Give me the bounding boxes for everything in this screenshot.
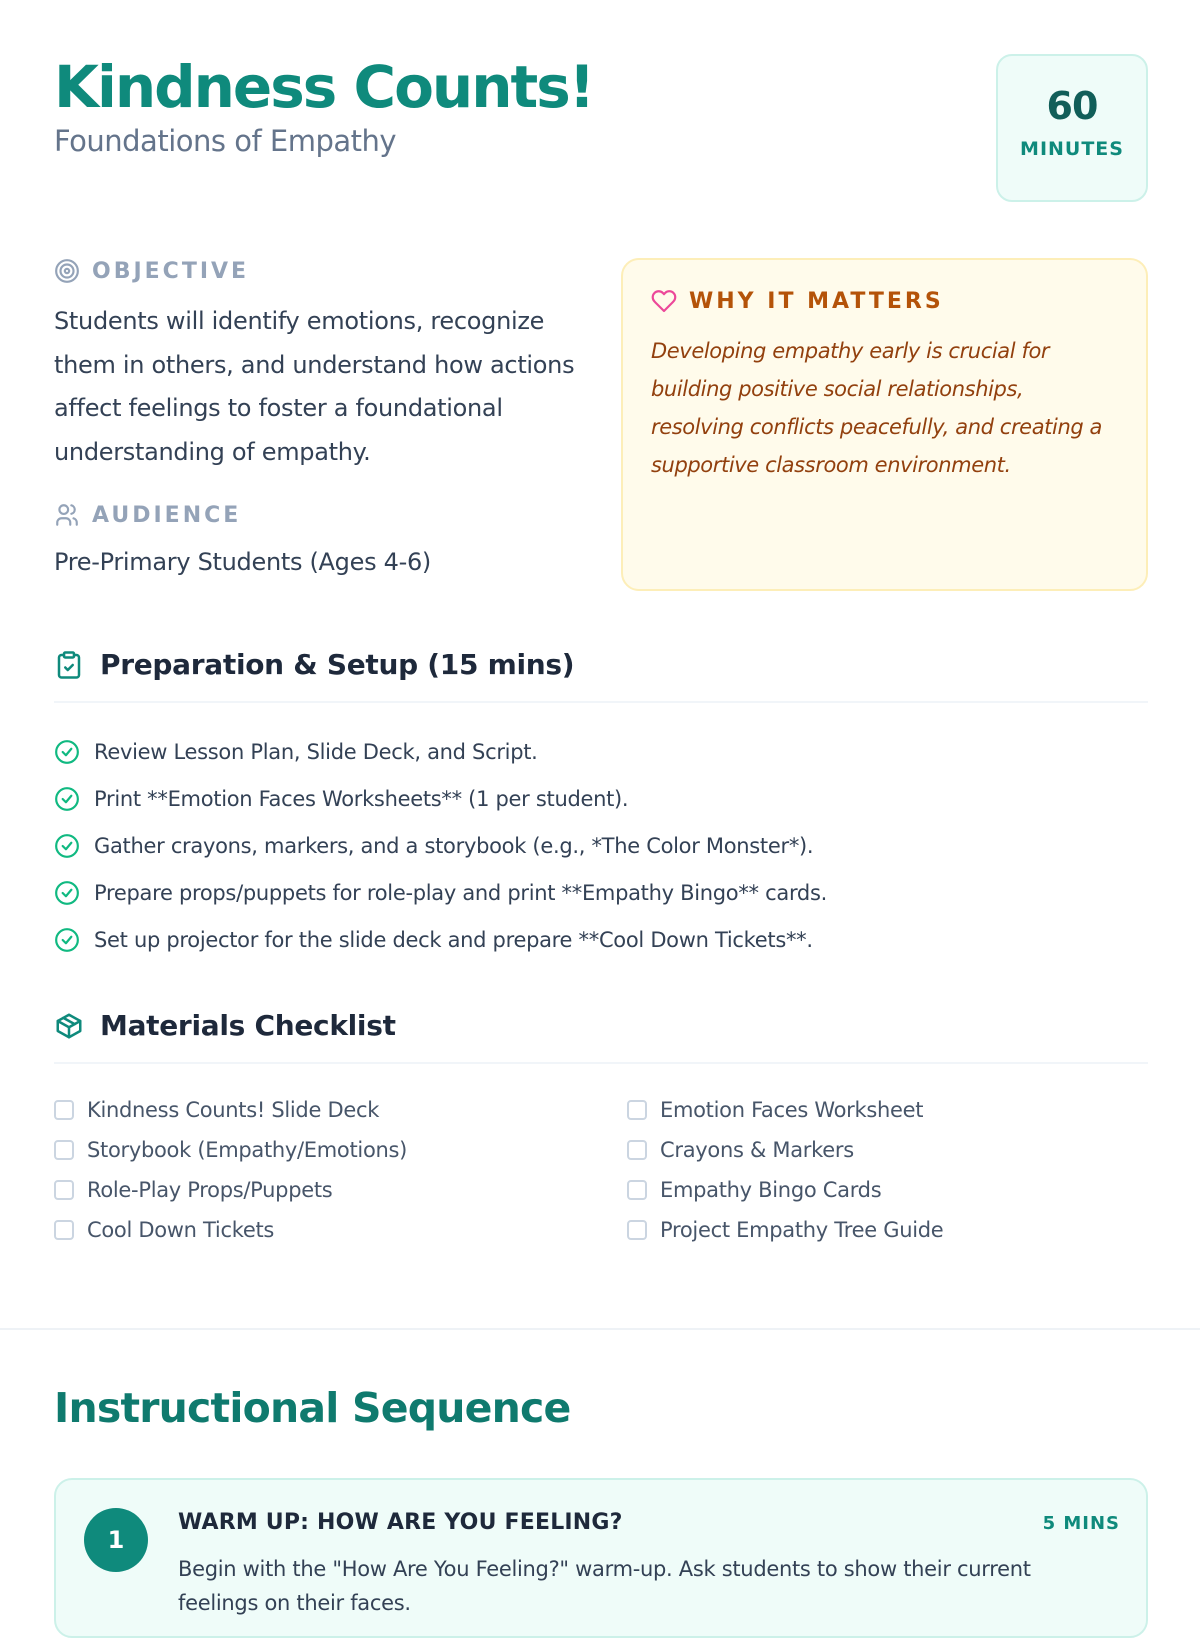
why-text: Developing empathy early is crucial for building positive social relationships, resolving conflicts peacefully, and creating a supportive classroom environment.	[651, 339, 1103, 477]
audience-heading	[54, 502, 594, 528]
step-card	[54, 1478, 1148, 1638]
checklist-item[interactable]	[627, 1210, 1148, 1250]
list-item	[54, 728, 1148, 775]
heart-icon	[651, 288, 677, 314]
list-item-text: Gather crayons, markers, and a storybook (e.g., *The Color Monster*).	[94, 833, 814, 858]
why-it-matters-card	[621, 258, 1148, 591]
checkbox[interactable]	[627, 1220, 647, 1240]
check-circle-icon	[54, 927, 80, 953]
preparation-list	[54, 728, 1148, 963]
checklist-label: Cool Down Tickets	[87, 1218, 275, 1242]
step-duration: 5 MINS	[1042, 1513, 1120, 1534]
list-item	[54, 822, 1148, 869]
checklist-item[interactable]	[627, 1130, 1148, 1170]
step-number-badge: 1	[84, 1508, 148, 1572]
list-item-text: Print **Emotion Faces Worksheets** (1 per student).	[94, 786, 629, 811]
page-title: Kindness Counts!	[54, 53, 594, 121]
list-item-text: Review Lesson Plan, Slide Deck, and Script.	[94, 739, 538, 764]
check-circle-icon	[54, 880, 80, 906]
audience-label: AUDIENCE	[92, 502, 242, 528]
check-circle-icon	[54, 786, 80, 812]
checkbox[interactable]	[54, 1140, 74, 1160]
checkbox[interactable]	[54, 1100, 74, 1120]
why-label: WHY IT MATTERS	[689, 288, 944, 314]
lesson-header	[54, 52, 1148, 158]
users-icon	[54, 502, 80, 528]
why-heading	[651, 288, 1118, 314]
step-description: Begin with the "How Are You Feeling?" warm-up. Ask students to show their current feelings on their faces.	[178, 1557, 1031, 1615]
objective-text: Students will identify emotions, recognize them in others, and understand how actions affect feelings to foster a foundational understanding of empathy.	[54, 307, 575, 466]
list-item-text: Prepare props/puppets for role-play and print **Empathy Bingo** cards.	[94, 880, 827, 905]
checklist-label: Crayons & Markers	[660, 1138, 854, 1162]
checklist-item[interactable]	[54, 1210, 627, 1250]
materials-title: Materials Checklist	[100, 1009, 396, 1042]
target-icon	[54, 258, 80, 284]
audience-text: Pre-Primary Students (Ages 4-6)	[54, 548, 431, 576]
duration-unit: MINUTES	[1020, 138, 1124, 160]
checklist-label: Kindness Counts! Slide Deck	[87, 1098, 380, 1122]
sequence-heading: Instructional Sequence	[54, 1384, 571, 1432]
overview-section	[54, 258, 594, 576]
list-item	[54, 916, 1148, 963]
checklist-label: Empathy Bingo Cards	[660, 1178, 882, 1202]
objective-label: OBJECTIVE	[92, 258, 250, 284]
package-icon	[54, 1011, 84, 1041]
objective-heading	[54, 258, 594, 284]
checkbox[interactable]	[627, 1140, 647, 1160]
materials-heading	[54, 1009, 1148, 1064]
clipboard-check-icon	[54, 650, 84, 680]
list-item	[54, 775, 1148, 822]
duration-badge	[996, 54, 1148, 202]
checklist-label: Storybook (Empathy/Emotions)	[87, 1138, 408, 1162]
checkbox[interactable]	[627, 1100, 647, 1120]
checklist-label: Project Empathy Tree Guide	[660, 1218, 944, 1242]
checkbox[interactable]	[627, 1180, 647, 1200]
checklist-item[interactable]	[54, 1130, 627, 1170]
list-item	[54, 869, 1148, 916]
duration-value: 60	[1046, 84, 1098, 128]
step-title: WARM UP: HOW ARE YOU FEELING?	[178, 1510, 623, 1535]
checklist-item[interactable]	[54, 1090, 627, 1130]
checklist-label: Emotion Faces Worksheet	[660, 1098, 924, 1122]
section-divider	[0, 1328, 1200, 1330]
preparation-heading	[54, 648, 1148, 703]
page-subtitle: Foundations of Empathy	[54, 124, 397, 158]
checkbox[interactable]	[54, 1180, 74, 1200]
checklist-item[interactable]	[627, 1170, 1148, 1210]
preparation-title: Preparation & Setup (15 mins)	[100, 648, 575, 681]
check-circle-icon	[54, 833, 80, 859]
checklist-item[interactable]	[54, 1170, 627, 1210]
list-item-text: Set up projector for the slide deck and prepare **Cool Down Tickets**.	[94, 927, 813, 952]
checklist-item[interactable]	[627, 1090, 1148, 1130]
checkbox[interactable]	[54, 1220, 74, 1240]
checklist-label: Role-Play Props/Puppets	[87, 1178, 333, 1202]
materials-checklist	[54, 1090, 1148, 1250]
check-circle-icon	[54, 739, 80, 765]
